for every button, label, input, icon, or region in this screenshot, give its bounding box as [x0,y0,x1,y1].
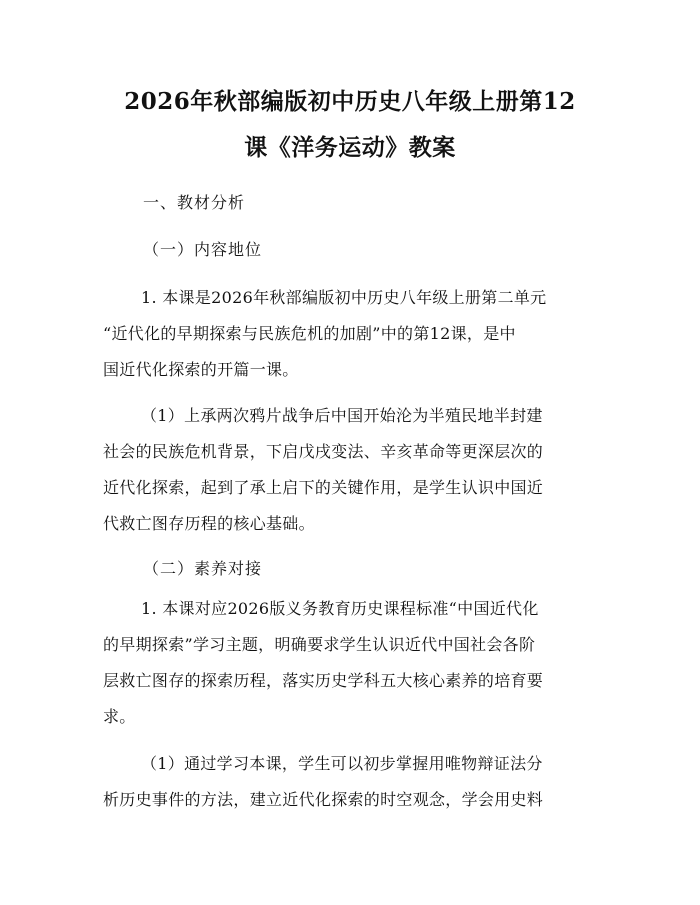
paragraph-line: 的早期探索”学习主题，明确要求学生认识近代中国社会各阶 [103,635,536,654]
paragraph-line: 求。 [103,707,136,726]
paragraph-transition-role [103,398,599,542]
subsection-heading-content-position: （一）内容地位 [143,240,263,259]
paragraph-line: 代救亡图存历程的核心基础。 [103,514,315,533]
paragraph-line: 层救亡图存的探索历程，落实历史学科五大核心素养的培育要 [103,671,544,690]
paragraph-line: 1. 本课对应2026版义务教育历史课程标准“中国近代化 [141,599,539,618]
paragraph-line: （1）通过学习本课，学生可以初步掌握用唯物辩证法分 [141,754,543,773]
paragraph-line: 国近代化探索的开篇一课。 [103,360,299,379]
paragraph-line: 近代化探索，起到了承上启下的关键作用，是学生认识中国近 [103,478,544,497]
paragraph-lesson-overview [103,280,599,388]
document-title-line-1: 2026年秋部编版初中历史八年级上册第12 [124,88,576,115]
paragraph-line: 1. 本课是2026年秋部编版初中历史八年级上册第二单元 [141,288,547,307]
paragraph-line: 社会的民族危机背景，下启戊戌变法、辛亥革命等更深层次的 [103,442,544,461]
subsection-heading-literacy-alignment: （二）素养对接 [143,559,263,578]
section-heading-teaching-material-analysis: 一、教材分析 [143,193,246,212]
paragraph-line: “近代化的早期探索与民族危机的加剧”中的第12课，是中 [103,324,516,343]
paragraph-curriculum-standard [103,591,599,735]
paragraph-learning-outcomes [103,746,599,818]
document-title-line-2: 课《洋务运动》教案 [244,134,456,161]
paragraph-line: 析历史事件的方法，建立近代化探索的时空观念，学会用史料 [103,790,544,809]
paragraph-line: （1）上承两次鸦片战争后中国开始沦为半殖民地半封建 [141,406,543,425]
